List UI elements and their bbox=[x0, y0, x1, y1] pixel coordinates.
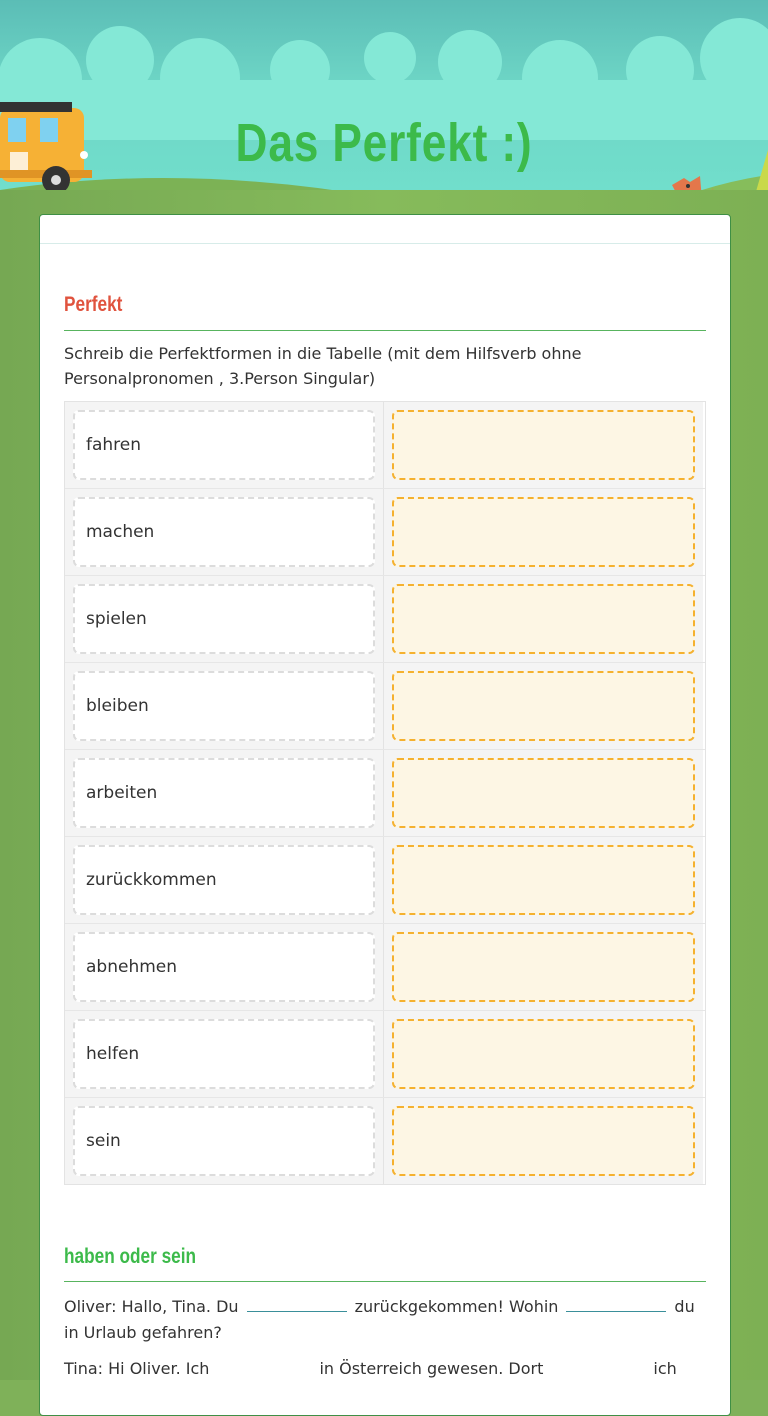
gap-input[interactable] bbox=[247, 1293, 347, 1312]
answer-field[interactable] bbox=[392, 497, 695, 567]
worksheet-card bbox=[39, 214, 731, 1416]
table-row bbox=[65, 1097, 705, 1184]
section-divider bbox=[64, 1281, 706, 1282]
verb-card: spielen bbox=[73, 584, 375, 654]
verb-card: helfen bbox=[73, 1019, 375, 1089]
answer-field[interactable] bbox=[392, 932, 695, 1002]
dialogue-text: du bbox=[674, 1297, 695, 1316]
header-banner bbox=[0, 0, 768, 215]
dialogue-text: Oliver: Hallo, Tina. Du bbox=[64, 1297, 239, 1316]
table-row bbox=[65, 1010, 705, 1097]
landscape-illustration bbox=[0, 0, 768, 215]
answer-field[interactable] bbox=[392, 1106, 695, 1176]
verb-card: fahren bbox=[73, 410, 375, 480]
answer-field[interactable] bbox=[392, 758, 695, 828]
answer-field[interactable] bbox=[392, 410, 695, 480]
section-title-haben-oder-sein: haben oder sein bbox=[64, 1245, 197, 1268]
table-row bbox=[65, 488, 705, 575]
dialogue-text: zurückgekommen! Wohin bbox=[354, 1297, 559, 1316]
instruction-text: Schreib die Perfektformen in die Tabelle (mit dem Hilfsverb ohne Personalpronomen , 3.Person Singular) bbox=[64, 344, 582, 388]
section-divider bbox=[64, 330, 706, 331]
divider bbox=[40, 243, 730, 244]
table-row bbox=[65, 923, 705, 1010]
verb-card: abnehmen bbox=[73, 932, 375, 1002]
section-title-perfekt: Perfekt bbox=[64, 293, 123, 316]
verb-card: arbeiten bbox=[73, 758, 375, 828]
dialogue-text: in Urlaub gefahren? bbox=[64, 1323, 222, 1342]
dialogue-line-1 bbox=[64, 1293, 706, 1346]
verb-card: zurückkommen bbox=[73, 845, 375, 915]
table-row bbox=[65, 836, 705, 923]
dialogue-line-2 bbox=[64, 1356, 706, 1382]
verb-card: machen bbox=[73, 497, 375, 567]
answer-field[interactable] bbox=[392, 671, 695, 741]
table-row bbox=[65, 402, 705, 488]
verb-table bbox=[64, 401, 706, 1185]
table-row bbox=[65, 662, 705, 749]
verb-card: bleiben bbox=[73, 671, 375, 741]
table-row bbox=[65, 575, 705, 662]
dialogue-text: Tina: Hi Oliver. Ich bbox=[64, 1359, 210, 1378]
dialogue-text: ich bbox=[653, 1359, 677, 1378]
page-title: Das Perfekt :) bbox=[235, 113, 533, 173]
answer-field[interactable] bbox=[392, 845, 695, 915]
verb-card: sein bbox=[73, 1106, 375, 1176]
table-row bbox=[65, 749, 705, 836]
dialogue-text: in Österreich gewesen. Dort bbox=[319, 1359, 544, 1378]
answer-field[interactable] bbox=[392, 1019, 695, 1089]
gap-input[interactable] bbox=[566, 1293, 666, 1312]
answer-field[interactable] bbox=[392, 584, 695, 654]
